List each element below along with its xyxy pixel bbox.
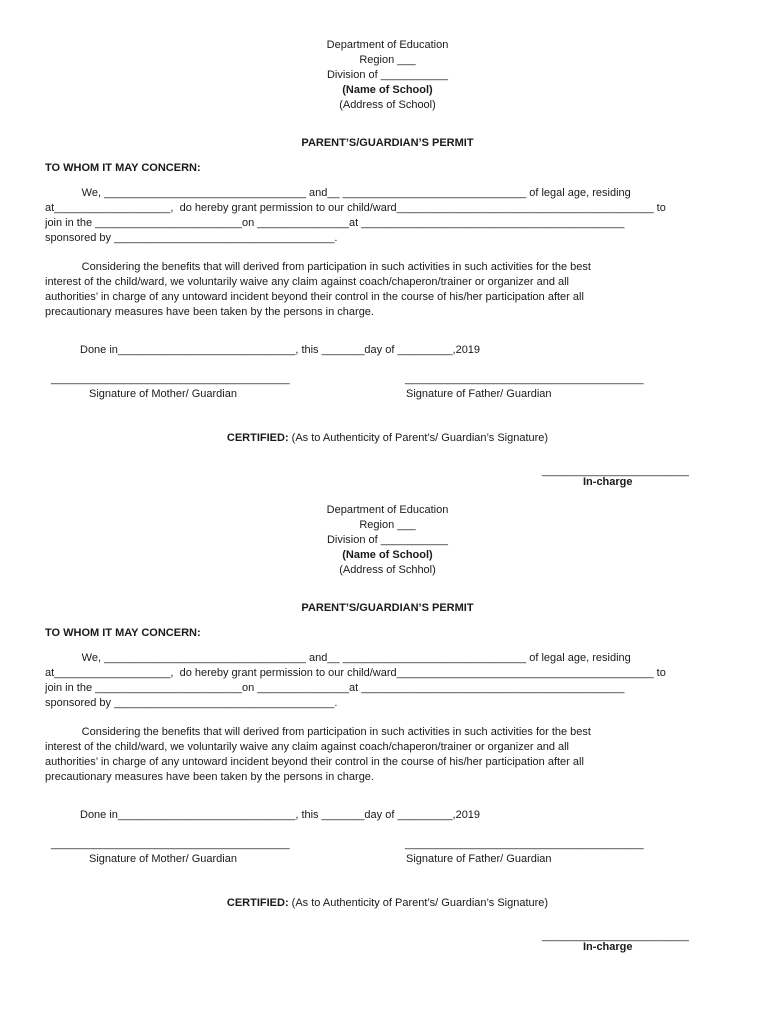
consideration-line: precautionary measures have been taken by the persons in charge. — [45, 771, 374, 783]
certified-text: (As to Authenticity of Parent’s/ Guardian’s Signature) — [288, 432, 549, 444]
incharge-label: In-charge — [583, 941, 633, 953]
permission-line: sponsored by ____________________________________. — [45, 232, 338, 244]
consideration-line: authorities’ in charge of any untoward incident beyond their control in the course of his/her participation after all — [45, 756, 584, 768]
division-line: Division of ___________ — [326, 534, 449, 546]
incharge-signature-line: ________________________ — [542, 930, 689, 942]
permission-line: join in the ________________________on _______________at ___________________________________________ — [45, 217, 625, 229]
mother-signature-line: _______________________________________ — [51, 838, 290, 850]
certified-label: CERTIFIED: — [226, 432, 289, 444]
done-line: Done in_____________________________, this _______day of _________,2019 — [80, 809, 481, 821]
consideration-line: Considering the benefits that will derived from participation in such activities in such activities for the best — [45, 726, 591, 738]
consideration-line: interest of the child/ward, we voluntarily waive any claim against coach/chaperon/trainer or organizer and all — [45, 741, 569, 753]
permit-title: PARENT’S/GUARDIAN’S PERMIT — [301, 137, 474, 149]
permission-line: at___________________, do hereby grant permission to our child/ward__________________________________________ to — [45, 667, 666, 679]
salutation: TO WHOM IT MAY CONCERN: — [45, 627, 201, 639]
division-line: Division of ___________ — [326, 69, 449, 81]
consideration-line: authorities’ in charge of any untoward incident beyond their control in the course of his/her participation after all — [45, 291, 584, 303]
school-name: (Name of School) — [342, 84, 433, 96]
permission-line: We, _________________________________ and__ ______________________________ of legal age, residing — [45, 187, 631, 199]
incharge-signature-line: ________________________ — [542, 465, 689, 477]
consideration-line: Considering the benefits that will derived from participation in such activities in such activities for the best — [45, 261, 591, 273]
department-heading: Department of Education — [326, 39, 449, 51]
consideration-line: precautionary measures have been taken by the persons in charge. — [45, 306, 374, 318]
incharge-label: In-charge — [583, 476, 633, 488]
permit-form-bottom — [45, 503, 725, 968]
father-signature-line: _______________________________________ — [405, 373, 644, 385]
mother-signature-label: Signature of Mother/ Guardian — [89, 388, 237, 400]
father-signature-label: Signature of Father/ Guardian — [406, 853, 552, 865]
region-line: Region ___ — [359, 54, 416, 66]
father-signature-line: _______________________________________ — [405, 838, 644, 850]
mother-signature-line: _______________________________________ — [51, 373, 290, 385]
certified-label: CERTIFIED: — [226, 897, 289, 909]
school-name: (Name of School) — [342, 549, 433, 561]
school-address: (Address of Schhol) — [339, 564, 436, 576]
permission-line: join in the ________________________on _______________at ___________________________________________ — [45, 682, 625, 694]
certified-text: (As to Authenticity of Parent’s/ Guardian’s Signature) — [288, 897, 549, 909]
permission-line: sponsored by ____________________________________. — [45, 697, 338, 709]
certified-statement — [45, 431, 730, 445]
salutation: TO WHOM IT MAY CONCERN: — [45, 162, 201, 174]
permission-line: at___________________, do hereby grant permission to our child/ward__________________________________________ to — [45, 202, 666, 214]
region-line: Region ___ — [359, 519, 416, 531]
permission-line: We, _________________________________ and__ ______________________________ of legal age, residing — [45, 652, 631, 664]
department-heading: Department of Education — [326, 504, 449, 516]
certified-statement — [45, 896, 730, 910]
done-line: Done in_____________________________, this _______day of _________,2019 — [80, 344, 481, 356]
permit-title: PARENT’S/GUARDIAN’S PERMIT — [301, 602, 474, 614]
mother-signature-label: Signature of Mother/ Guardian — [89, 853, 237, 865]
school-address: (Address of School) — [339, 99, 436, 111]
father-signature-label: Signature of Father/ Guardian — [406, 388, 552, 400]
consideration-line: interest of the child/ward, we voluntarily waive any claim against coach/chaperon/trainer or organizer and all — [45, 276, 569, 288]
permit-form-top — [45, 38, 725, 503]
